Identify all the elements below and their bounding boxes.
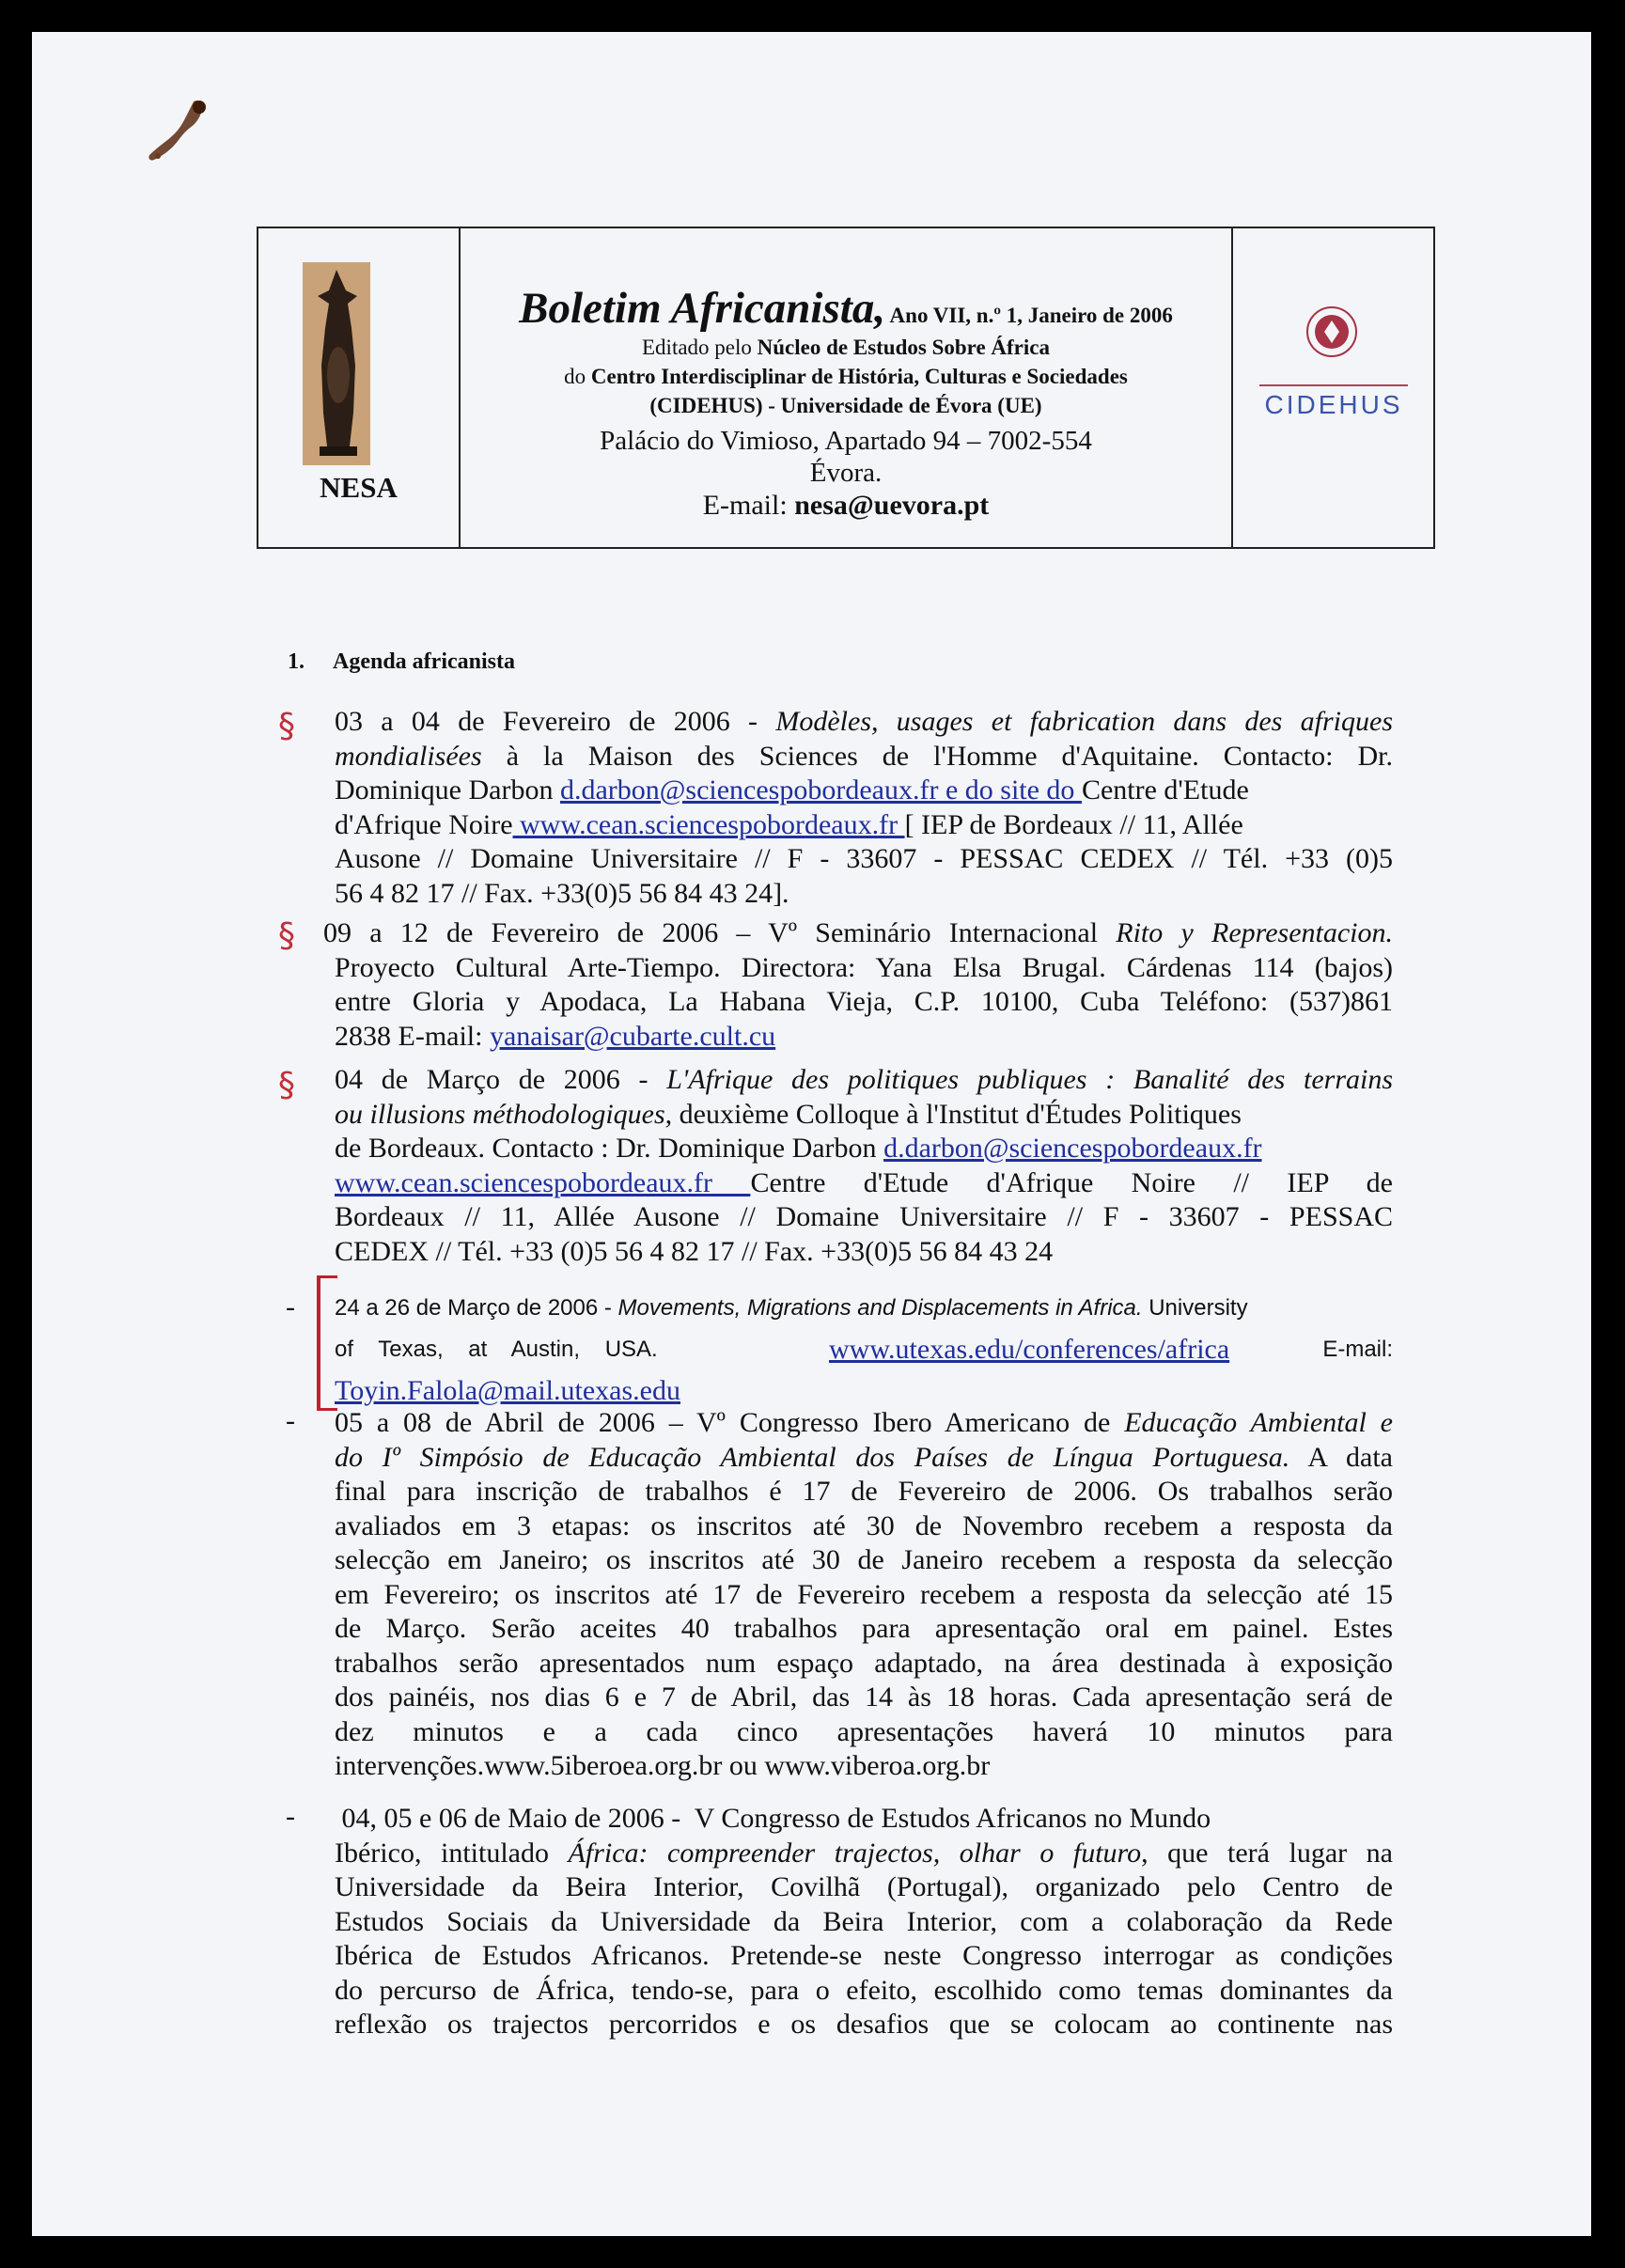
cidehus-logo: CIDEHUS [1264,390,1403,419]
email-link[interactable]: d.darbon@sciencespobordeaux.fr [883,1133,1262,1164]
item-line [335,1020,1393,1055]
address-line: Palácio do Vimioso, Apartado 94 – 7002-554 [600,426,1092,456]
item-line [335,740,1393,774]
item-line: dos painéis, nos dias 6 e 7 de Abril, das 14 às 18 horas. Cada apresentação será de [335,1681,1393,1713]
email-link[interactable]: d.darbon@sciencespobordeaux.fr e do site do [559,774,1082,806]
item-line [335,808,1393,843]
event-title: mondialisées [335,740,482,772]
item-line [335,1406,1393,1441]
item-line: Ibérica de Estudos Africanos. Pretende-se neste Congresso interrogar as condições [335,1940,1393,1971]
text: 05 a 08 de Abril de 2006 – Vº Congresso Ibero Americano de [335,1407,1125,1438]
university-line: (CIDEHUS) - Universidade de Évora (UE) [649,394,1042,417]
item-line: CEDEX // Tél. +33 (0)5 56 4 82 17 // Fax. +33(0)5 56 84 43 24 [335,1235,1054,1267]
email-address[interactable]: nesa@uevora.pt [794,490,990,521]
event-title: Rito y Representacion. [1116,917,1393,948]
text: Centre d'Etude [1081,774,1249,806]
item-line [335,1063,1393,1098]
email-label: E-mail: [702,490,795,521]
item-line: intervenções.www.5iberoea.org.br ou www.viberoa.org.br [335,1750,991,1781]
item-line: Bordeaux // 11, Allée Ausone // Domaine Universitaire // F - 33607 - PESSAC [335,1201,1393,1232]
agenda-item [335,1063,1393,1269]
text: 2838 E-mail: [335,1020,490,1052]
bulletin-title: Boletim Africanista, [519,284,886,333]
publisher-name: Núcleo de Estudos Sobre África [757,336,1050,359]
publisher-prefix: Editado pelo [642,336,758,359]
agenda-item [323,916,1393,951]
web-link[interactable]: www.cean.sciencespobordeaux.fr [335,1166,751,1198]
text: 24 a 26 de Março de 2006 - [335,1295,618,1321]
agenda-item [335,1288,1393,1412]
text: , que terá lugar na [1141,1837,1393,1869]
item-line: dez minutos e a cada cinco apresentações haverá 10 minutos para [335,1715,1393,1747]
text: A data [1289,1441,1393,1473]
item-line [335,1441,1393,1476]
item-line [335,1837,1393,1871]
text: E-mail: [1322,1337,1393,1362]
text: Centre d'Etude d'Afrique Noire // IEP de [750,1166,1393,1198]
email-link[interactable]: yanaisar@cubarte.cult.cu [489,1020,776,1052]
nesa-sculpture-logo [303,262,370,465]
nesa-label: NESA [320,471,398,504]
item-line [335,1132,1393,1166]
agenda-item [335,705,1393,911]
email-line [461,490,1231,522]
handwritten-mark: § [278,707,295,745]
item-line [335,1166,1393,1201]
bulletin-header-table [257,227,1435,549]
centre-line [461,365,1231,389]
stain-mark [126,90,239,194]
agenda-item [335,1802,1393,2042]
list-dash: - [286,1801,295,1832]
list-dash: - [286,1291,295,1322]
item-line: trabalhos serão apresentados num espaço adaptado, na área destinada à exposição [335,1647,1393,1679]
item-line: reflexão os trajectos percorridos e os desafios que se colocam ao continente nas [335,2009,1393,2040]
text: Dominique Darbon [335,774,560,806]
item-line [323,916,1393,951]
nesa-cell [258,228,461,547]
logo-divider [1259,384,1408,386]
text: à la Maison des Sciences de l'Homme d'Aquitaine. Contacto: Dr. [481,740,1393,772]
item-line: do percurso de África, tendo-se, para o efeito, escolhido como temas dominantes da [335,1974,1393,2006]
university-seal-icon [1304,304,1360,369]
text: Ibérico, intitulado [335,1837,569,1869]
item-line: avaliados em 3 etapas: os inscritos até 30 de Novembro recebem a resposta da [335,1509,1393,1541]
text: University [1142,1295,1248,1321]
section-heading [288,649,515,675]
item-line [335,1329,1393,1370]
web-link[interactable]: www.utexas.edu/conferences/africa [829,1334,1230,1365]
event-title: do Iº Simpósio de Educação Ambiental dos Países de Língua Portuguesa. [335,1441,1290,1473]
event-title: Modèles, usages et fabrication dans des afriques [775,706,1393,737]
item-line: Ausone // Domaine Universitaire // F - 33607 - PESSAC CEDEX // Tél. +33 (0)5 [335,843,1393,874]
handwritten-mark: § [278,916,295,955]
text: d'Afrique Noire [335,808,513,840]
agenda-item [335,1406,1393,1784]
item-line: Proyecto Cultural Arte-Tiempo. Directora: Yana Elsa Brugal. Cárdenas 114 (bajos) [335,951,1393,983]
bulletin-info-cell [461,228,1233,547]
text: deuxième Colloque à l'Institut d'Études Politiques [672,1098,1242,1130]
bulletin-issue: Ano VII, n.º 1, Janeiro de 2006 [885,304,1173,327]
text: of Texas, at Austin, USA. [335,1337,658,1362]
item-line: 56 4 82 17 // Fax. +33(0)5 56 84 43 24]. [335,877,789,909]
text: 04 de Março de 2006 - [335,1064,667,1095]
city-line: Évora. [809,458,883,488]
event-title: L'Afrique des politiques publiques : Banalité des terrains [666,1064,1393,1095]
event-title: Movements, Migrations and Displacements in Africa. [617,1295,1143,1321]
item-line: selecção em Janeiro; os inscritos até 30 de Janeiro recebem a resposta da selecção [335,1544,1393,1575]
text: 09 a 12 de Fevereiro de 2006 – Vº Seminário Internacional [323,917,1117,948]
document-page [32,32,1591,2236]
event-title: ou illusions méthodologiques, [335,1098,673,1130]
cidehus-cell [1233,228,1433,547]
bulletin-title-line [461,283,1231,334]
item-line: Universidade da Beira Interior, Covilhã (Portugal), organizado pelo Centro de [335,1871,1393,1902]
event-title: África: compreender trajectos, olhar o futuro [568,1837,1142,1869]
item-line: em Fevereiro; os inscritos até 17 de Fevereiro recebem a resposta da selecção até 15 [335,1578,1393,1610]
item-line [335,1288,1393,1329]
section-number: 1. [288,649,305,674]
list-dash: - [286,1405,295,1436]
web-link[interactable]: www.cean.sciencespobordeaux.fr [512,808,905,840]
text: de Bordeaux. Contacto : Dr. Dominique Darbon [335,1133,884,1164]
item-line: entre Gloria y Apodaca, La Habana Vieja, C.P. 10100, Cuba Teléfono: (537)861 [335,986,1393,1017]
centre-prefix: do [564,365,591,388]
publisher-line [461,336,1231,360]
item-line: 04, 05 e 06 de Maio de 2006 - V Congresso de Estudos Africanos no Mundo [335,1803,1211,1834]
event-title: Educação Ambiental e [1124,1407,1393,1438]
item-line [335,1098,1393,1133]
email-link[interactable]: Toyin.Falola@mail.utexas.edu [335,1375,680,1406]
item-line [335,705,1393,740]
item-line: Estudos Sociais da Universidade da Beira Interior, com a colaboração da Rede [335,1905,1393,1937]
text: [ IEP de Bordeaux // 11, Allée [904,808,1243,840]
agenda-item-continued [335,951,1393,1055]
text: 03 a 04 de Fevereiro de 2006 - [335,706,776,737]
handwritten-mark: § [278,1066,295,1104]
item-line [335,774,1393,808]
item-line: final para inscrição de trabalhos é 17 de Fevereiro de 2006. Os trabalhos serão [335,1476,1393,1507]
item-line: de Março. Serão aceites 40 trabalhos para apresentação oral em painel. Estes [335,1613,1393,1644]
centre-name: Centro Interdisciplinar de História, Culturas e Sociedades [590,365,1128,388]
section-title: Agenda africanista [333,649,515,674]
